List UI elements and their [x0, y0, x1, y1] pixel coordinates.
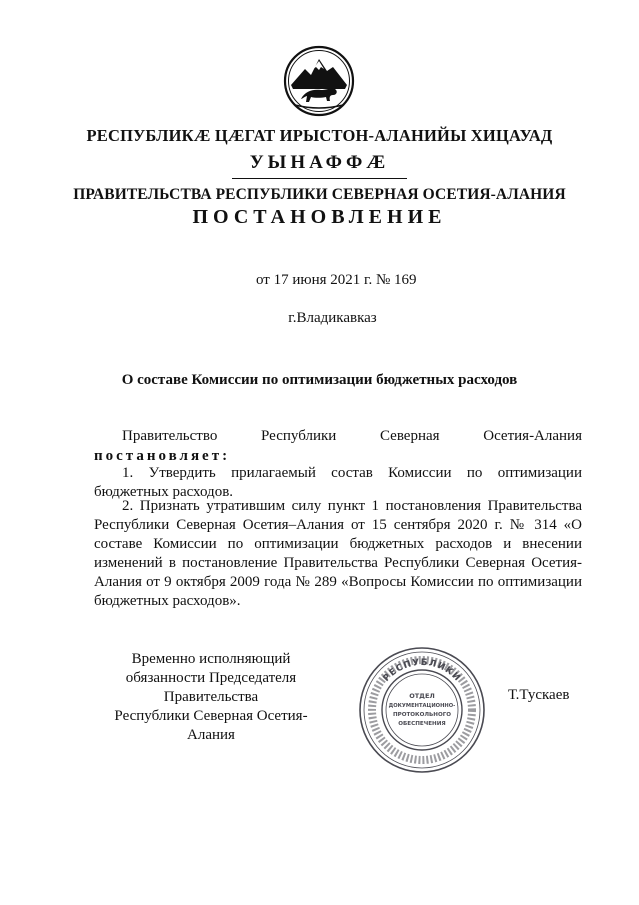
stamp-inner-line: ПРОТОКОЛЬНОГО: [392, 712, 452, 718]
header-divider: [232, 178, 407, 179]
stamp-inner-line: ДОКУМЕНТАЦИОННО-: [388, 703, 456, 709]
decree-item-2: 2. Признать утратившим силу пункт 1 постановления Правительства Республики Северная Осетия–Алания от 15 сентября 2020 г. № 314 «О составе Комиссии по оптимизации бюджетных расходов и внесении изменений в постановление Правительства Республики Северная Осетия-Алания от 9 октября 2009 года № 289 «Вопросы Комиссии по оптимизации бюджетных расходов».: [94, 498, 582, 609]
signatory-role-line: Республики Северная Осетия-Алания: [114, 708, 308, 743]
russian-document-type: ПОСТАНОВЛЕНИЕ: [192, 206, 447, 228]
signatory-name: Т.Тускаев: [508, 687, 570, 703]
ossetian-document-type: УЫНАФФӔ: [249, 152, 390, 173]
document-title: О составе Комиссии по оптимизации бюджетных расходов: [121, 372, 518, 388]
intro-line: [94, 427, 582, 446]
stamp-ring-text: РЕСПУБЛИКИ: [381, 657, 463, 684]
decree-word: постановляет:: [94, 448, 231, 464]
intro-word: Северная: [379, 428, 440, 444]
coat-of-arms-emblem: [283, 45, 355, 117]
official-stamp: [357, 645, 487, 775]
decree-item-1: 1. Утвердить прилагаемый состав Комиссии по оптимизации бюджетных расходов.: [94, 465, 582, 500]
intro-word: Правительство: [122, 428, 218, 444]
ossetian-government-title: РЕСПУБЛИКӔ ЦӔГАТ ИРЫСТОН-АЛАНИЙЫ ХИЦАУАД: [86, 126, 553, 145]
document-date-number: от 17 июня 2021 г. № 169: [256, 272, 417, 288]
intro-word: Осетия-Алания: [483, 428, 582, 444]
signatory-role-line: обязанности Председателя Правительства: [125, 670, 297, 705]
intro-word: Республики: [261, 428, 337, 444]
stamp-inner-line: ОБЕСПЕЧЕНИЯ: [398, 721, 446, 727]
svg-text:РЕСПУБЛИКИ: [382, 658, 463, 684]
russian-government-title: ПРАВИТЕЛЬСТВА РЕСПУБЛИКИ СЕВЕРНАЯ ОСЕТИЯ-АЛАНИЯ: [73, 186, 566, 203]
signatory-role: [96, 650, 326, 745]
stamp-inner-line: ОТДЕЛ: [409, 692, 435, 700]
signatory-role-line: Временно исполняющий: [131, 651, 291, 667]
document-city: г.Владикавказ: [288, 310, 377, 326]
